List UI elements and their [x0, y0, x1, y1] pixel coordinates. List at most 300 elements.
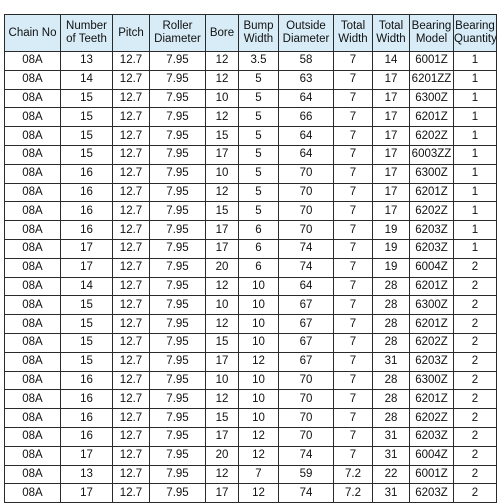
- table-cell: 1: [454, 183, 497, 202]
- table-cell: 16: [61, 202, 113, 221]
- table-cell: 7.95: [150, 446, 206, 465]
- table-cell: 08A: [5, 352, 61, 371]
- table-cell: 14: [61, 70, 113, 89]
- table-cell: 6: [239, 258, 279, 277]
- table-cell: 12.7: [113, 371, 150, 390]
- table-cell: 7: [334, 164, 373, 183]
- table-cell: 5: [239, 70, 279, 89]
- table-cell: 17: [373, 164, 410, 183]
- table-cell: 66: [279, 108, 334, 127]
- table-cell: 74: [279, 239, 334, 258]
- table-cell: 20: [206, 258, 239, 277]
- table-row: [5, 427, 497, 446]
- spec-table-container: [4, 14, 496, 503]
- table-cell: 10: [206, 164, 239, 183]
- table-cell: 17: [373, 108, 410, 127]
- table-cell: 70: [279, 183, 334, 202]
- table-cell: 15: [61, 89, 113, 108]
- table-cell: 15: [206, 127, 239, 146]
- table-cell: 08A: [5, 409, 61, 428]
- table-cell: 7.2: [334, 465, 373, 484]
- table-row: [5, 390, 497, 409]
- table-row: [5, 296, 497, 315]
- table-cell: 6001Z: [410, 465, 454, 484]
- table-cell: 10: [239, 296, 279, 315]
- table-cell: 59: [279, 465, 334, 484]
- table-cell: 7: [334, 221, 373, 240]
- table-cell: 5: [239, 145, 279, 164]
- table-cell: 10: [206, 371, 239, 390]
- table-cell: 17: [373, 89, 410, 108]
- table-cell: 28: [373, 315, 410, 334]
- table-cell: 1: [454, 164, 497, 183]
- table-cell: 17: [206, 145, 239, 164]
- table-cell: 12: [206, 70, 239, 89]
- table-cell: 7.95: [150, 484, 206, 503]
- table-cell: 1: [454, 221, 497, 240]
- table-cell: 6004Z: [410, 446, 454, 465]
- table-cell: 17: [373, 127, 410, 146]
- table-cell: 70: [279, 390, 334, 409]
- table-row: [5, 145, 497, 164]
- table-cell: 7: [334, 333, 373, 352]
- table-cell: 7: [334, 145, 373, 164]
- table-cell: 7: [334, 89, 373, 108]
- table-row: [5, 315, 497, 334]
- table-cell: 15: [61, 108, 113, 127]
- table-cell: 2: [454, 352, 497, 371]
- table-cell: 7: [334, 371, 373, 390]
- table-cell: 12: [206, 108, 239, 127]
- table-cell: 13: [61, 52, 113, 71]
- table-cell: 7.95: [150, 52, 206, 71]
- table-cell: 12: [239, 352, 279, 371]
- table-cell: 08A: [5, 108, 61, 127]
- table-row: [5, 258, 497, 277]
- table-cell: 10: [239, 277, 279, 296]
- table-row: [5, 202, 497, 221]
- table-cell: 1: [454, 108, 497, 127]
- table-row: [5, 409, 497, 428]
- table-row: [5, 108, 497, 127]
- table-cell: 7.95: [150, 277, 206, 296]
- table-cell: 12.7: [113, 277, 150, 296]
- table-cell: 2: [454, 258, 497, 277]
- table-cell: 16: [61, 390, 113, 409]
- table-cell: 31: [373, 352, 410, 371]
- table-cell: 7.95: [150, 164, 206, 183]
- table-cell: 08A: [5, 258, 61, 277]
- table-cell: 70: [279, 409, 334, 428]
- table-cell: 08A: [5, 70, 61, 89]
- table-cell: 7.95: [150, 239, 206, 258]
- table-cell: 7.95: [150, 70, 206, 89]
- table-cell: 17: [373, 183, 410, 202]
- table-cell: 08A: [5, 371, 61, 390]
- table-cell: 12.7: [113, 390, 150, 409]
- table-cell: 12: [206, 315, 239, 334]
- table-cell: 28: [373, 333, 410, 352]
- table-cell: 16: [61, 183, 113, 202]
- column-header: Number of Teeth: [61, 15, 113, 52]
- table-cell: 7.95: [150, 371, 206, 390]
- table-cell: 7: [334, 277, 373, 296]
- column-header: Total Width: [373, 15, 410, 52]
- table-cell: 6300Z: [410, 371, 454, 390]
- table-cell: 7.95: [150, 258, 206, 277]
- table-cell: 12.7: [113, 296, 150, 315]
- table-cell: 19: [373, 239, 410, 258]
- table-cell: 08A: [5, 127, 61, 146]
- table-cell: 12.7: [113, 465, 150, 484]
- table-cell: 7.95: [150, 465, 206, 484]
- table-cell: 58: [279, 52, 334, 71]
- table-cell: 2: [454, 315, 497, 334]
- table-row: [5, 52, 497, 71]
- table-cell: 6203Z: [410, 484, 454, 503]
- table-cell: 1: [454, 202, 497, 221]
- table-cell: 2: [454, 484, 497, 503]
- table-cell: 7.95: [150, 296, 206, 315]
- table-cell: 5: [239, 183, 279, 202]
- table-cell: 2: [454, 277, 497, 296]
- table-cell: 12.7: [113, 352, 150, 371]
- table-cell: 12: [206, 52, 239, 71]
- table-cell: 6201ZZ: [410, 70, 454, 89]
- table-cell: 16: [61, 427, 113, 446]
- table-cell: 6004Z: [410, 258, 454, 277]
- table-row: [5, 164, 497, 183]
- table-cell: 7.95: [150, 315, 206, 334]
- table-cell: 7: [334, 427, 373, 446]
- table-cell: 16: [61, 164, 113, 183]
- table-cell: 16: [61, 409, 113, 428]
- table-cell: 70: [279, 427, 334, 446]
- table-cell: 12.7: [113, 315, 150, 334]
- table-cell: 7.95: [150, 221, 206, 240]
- table-cell: 08A: [5, 52, 61, 71]
- table-cell: 12.7: [113, 239, 150, 258]
- table-cell: 5: [239, 108, 279, 127]
- table-cell: 28: [373, 277, 410, 296]
- table-cell: 1: [454, 70, 497, 89]
- table-cell: 5: [239, 127, 279, 146]
- table-cell: 08A: [5, 145, 61, 164]
- table-cell: 08A: [5, 89, 61, 108]
- table-cell: 12: [206, 277, 239, 296]
- table-cell: 08A: [5, 315, 61, 334]
- table-cell: 67: [279, 296, 334, 315]
- table-cell: 7: [334, 183, 373, 202]
- table-row: [5, 352, 497, 371]
- table-cell: 17: [61, 258, 113, 277]
- table-cell: 08A: [5, 296, 61, 315]
- table-cell: 12.7: [113, 221, 150, 240]
- table-row: [5, 465, 497, 484]
- table-cell: 12.7: [113, 427, 150, 446]
- table-cell: 6201Z: [410, 277, 454, 296]
- table-cell: 16: [61, 371, 113, 390]
- column-header: Roller Diameter: [150, 15, 206, 52]
- table-cell: 12.7: [113, 183, 150, 202]
- table-cell: 10: [239, 315, 279, 334]
- table-cell: 6300Z: [410, 89, 454, 108]
- table-cell: 6202Z: [410, 127, 454, 146]
- table-cell: 1: [454, 145, 497, 164]
- column-header: Bearing Model: [410, 15, 454, 52]
- table-cell: 7: [334, 239, 373, 258]
- table-cell: 15: [206, 333, 239, 352]
- table-cell: 7: [334, 390, 373, 409]
- table-cell: 7.95: [150, 333, 206, 352]
- table-cell: 10: [206, 89, 239, 108]
- table-cell: 7: [334, 258, 373, 277]
- table-cell: 6003ZZ: [410, 145, 454, 164]
- table-cell: 6203Z: [410, 221, 454, 240]
- table-cell: 7.2: [334, 484, 373, 503]
- table-cell: 08A: [5, 390, 61, 409]
- table-cell: 13: [61, 465, 113, 484]
- table-cell: 7.95: [150, 89, 206, 108]
- table-cell: 2: [454, 333, 497, 352]
- table-cell: 1: [454, 239, 497, 258]
- table-cell: 15: [61, 333, 113, 352]
- table-cell: 6300Z: [410, 296, 454, 315]
- table-cell: 08A: [5, 202, 61, 221]
- column-header: Bump Width: [239, 15, 279, 52]
- table-cell: 70: [279, 371, 334, 390]
- table-cell: 74: [279, 446, 334, 465]
- table-cell: 6201Z: [410, 315, 454, 334]
- table-cell: 74: [279, 258, 334, 277]
- table-cell: 12.7: [113, 70, 150, 89]
- table-row: [5, 446, 497, 465]
- table-cell: 74: [279, 484, 334, 503]
- table-cell: 6201Z: [410, 108, 454, 127]
- table-cell: 7: [334, 127, 373, 146]
- table-cell: 2: [454, 446, 497, 465]
- table-cell: 12: [206, 183, 239, 202]
- table-cell: 12.7: [113, 145, 150, 164]
- table-cell: 10: [239, 390, 279, 409]
- table-cell: 1: [454, 52, 497, 71]
- table-cell: 5: [239, 202, 279, 221]
- table-cell: 7: [334, 202, 373, 221]
- table-cell: 5: [239, 164, 279, 183]
- table-cell: 08A: [5, 427, 61, 446]
- table-cell: 14: [61, 277, 113, 296]
- table-cell: 14: [373, 52, 410, 71]
- table-cell: 17: [61, 239, 113, 258]
- table-cell: 08A: [5, 183, 61, 202]
- table-cell: 7: [334, 352, 373, 371]
- table-cell: 17: [206, 427, 239, 446]
- table-cell: 10: [239, 409, 279, 428]
- table-cell: 7.95: [150, 202, 206, 221]
- table-cell: 70: [279, 202, 334, 221]
- table-cell: 12.7: [113, 108, 150, 127]
- table-cell: 6202Z: [410, 202, 454, 221]
- table-cell: 08A: [5, 164, 61, 183]
- table-cell: 70: [279, 164, 334, 183]
- table-cell: 15: [61, 296, 113, 315]
- table-cell: 15: [61, 315, 113, 334]
- table-cell: 28: [373, 296, 410, 315]
- table-row: [5, 371, 497, 390]
- table-body: [5, 52, 497, 503]
- column-header: Outside Diameter: [279, 15, 334, 52]
- table-cell: 2: [454, 427, 497, 446]
- table-cell: 16: [61, 221, 113, 240]
- table-cell: 2: [454, 409, 497, 428]
- table-cell: 10: [206, 296, 239, 315]
- table-cell: 1: [454, 89, 497, 108]
- table-cell: 7.95: [150, 108, 206, 127]
- table-cell: 6202Z: [410, 409, 454, 428]
- table-cell: 67: [279, 333, 334, 352]
- table-cell: 12.7: [113, 258, 150, 277]
- table-cell: 15: [206, 202, 239, 221]
- table-cell: 28: [373, 371, 410, 390]
- table-cell: 08A: [5, 221, 61, 240]
- table-cell: 17: [206, 239, 239, 258]
- table-cell: 08A: [5, 484, 61, 503]
- table-cell: 6203Z: [410, 239, 454, 258]
- table-row: [5, 221, 497, 240]
- table-cell: 5: [239, 89, 279, 108]
- table-cell: 08A: [5, 465, 61, 484]
- table-cell: 17: [206, 352, 239, 371]
- table-cell: 7.95: [150, 409, 206, 428]
- table-cell: 64: [279, 127, 334, 146]
- table-cell: 67: [279, 352, 334, 371]
- table-cell: 15: [61, 145, 113, 164]
- table-row: [5, 70, 497, 89]
- table-cell: 12.7: [113, 446, 150, 465]
- table-cell: 7: [334, 108, 373, 127]
- table-cell: 64: [279, 89, 334, 108]
- table-cell: 12: [239, 484, 279, 503]
- table-cell: 7: [334, 296, 373, 315]
- sprocket-spec-table: [4, 14, 497, 503]
- column-header: Total Width: [334, 15, 373, 52]
- table-cell: 67: [279, 315, 334, 334]
- column-header: Bore: [206, 15, 239, 52]
- table-cell: 12.7: [113, 52, 150, 71]
- table-cell: 2: [454, 390, 497, 409]
- table-cell: 7: [239, 465, 279, 484]
- table-cell: 7: [334, 70, 373, 89]
- table-row: [5, 333, 497, 352]
- table-cell: 6203Z: [410, 427, 454, 446]
- table-cell: 7.95: [150, 183, 206, 202]
- table-row: [5, 277, 497, 296]
- table-cell: 6: [239, 221, 279, 240]
- column-header: Bearing Quantity: [454, 15, 497, 52]
- table-cell: 7: [334, 446, 373, 465]
- table-cell: 7.95: [150, 390, 206, 409]
- table-cell: 7: [334, 52, 373, 71]
- table-cell: 12: [239, 427, 279, 446]
- table-cell: 3.5: [239, 52, 279, 71]
- table-cell: 7: [334, 409, 373, 428]
- table-cell: 17: [61, 446, 113, 465]
- table-cell: 10: [239, 371, 279, 390]
- table-cell: 6001Z: [410, 52, 454, 71]
- table-cell: 17: [373, 202, 410, 221]
- table-cell: 2: [454, 371, 497, 390]
- table-cell: 6203Z: [410, 352, 454, 371]
- table-cell: 12.7: [113, 484, 150, 503]
- table-cell: 15: [61, 352, 113, 371]
- table-cell: 08A: [5, 277, 61, 296]
- table-cell: 63: [279, 70, 334, 89]
- table-cell: 22: [373, 465, 410, 484]
- table-cell: 15: [61, 127, 113, 146]
- column-header: Pitch: [113, 15, 150, 52]
- table-cell: 6201Z: [410, 390, 454, 409]
- table-cell: 12.7: [113, 409, 150, 428]
- table-cell: 2: [454, 465, 497, 484]
- table-cell: 12: [239, 446, 279, 465]
- table-cell: 12.7: [113, 127, 150, 146]
- table-header: [5, 15, 497, 52]
- table-cell: 17: [373, 145, 410, 164]
- table-cell: 7.95: [150, 352, 206, 371]
- table-cell: 7.95: [150, 145, 206, 164]
- table-cell: 10: [239, 333, 279, 352]
- table-cell: 64: [279, 277, 334, 296]
- table-cell: 7.95: [150, 427, 206, 446]
- table-cell: 31: [373, 427, 410, 446]
- table-cell: 2: [454, 296, 497, 315]
- table-cell: 12: [206, 390, 239, 409]
- table-cell: 17: [373, 70, 410, 89]
- table-cell: 64: [279, 145, 334, 164]
- table-cell: 08A: [5, 333, 61, 352]
- table-cell: 28: [373, 409, 410, 428]
- table-cell: 28: [373, 390, 410, 409]
- header-row: [5, 15, 497, 52]
- column-header: Chain No: [5, 15, 61, 52]
- table-cell: 70: [279, 221, 334, 240]
- table-cell: 6201Z: [410, 183, 454, 202]
- table-cell: 12.7: [113, 202, 150, 221]
- table-cell: 17: [206, 484, 239, 503]
- table-row: [5, 89, 497, 108]
- table-cell: 12: [206, 465, 239, 484]
- table-cell: 31: [373, 446, 410, 465]
- table-cell: 6202Z: [410, 333, 454, 352]
- table-cell: 12.7: [113, 333, 150, 352]
- table-cell: 19: [373, 258, 410, 277]
- table-cell: 6: [239, 239, 279, 258]
- table-cell: 19: [373, 221, 410, 240]
- table-row: [5, 183, 497, 202]
- table-cell: 08A: [5, 446, 61, 465]
- table-cell: 17: [206, 221, 239, 240]
- table-row: [5, 239, 497, 258]
- table-cell: 7: [334, 315, 373, 334]
- table-cell: 12.7: [113, 164, 150, 183]
- table-cell: 1: [454, 127, 497, 146]
- table-cell: 15: [206, 409, 239, 428]
- table-cell: 31: [373, 484, 410, 503]
- table-cell: 6300Z: [410, 164, 454, 183]
- table-cell: 7.95: [150, 127, 206, 146]
- table-cell: 12.7: [113, 89, 150, 108]
- table-cell: 17: [61, 484, 113, 503]
